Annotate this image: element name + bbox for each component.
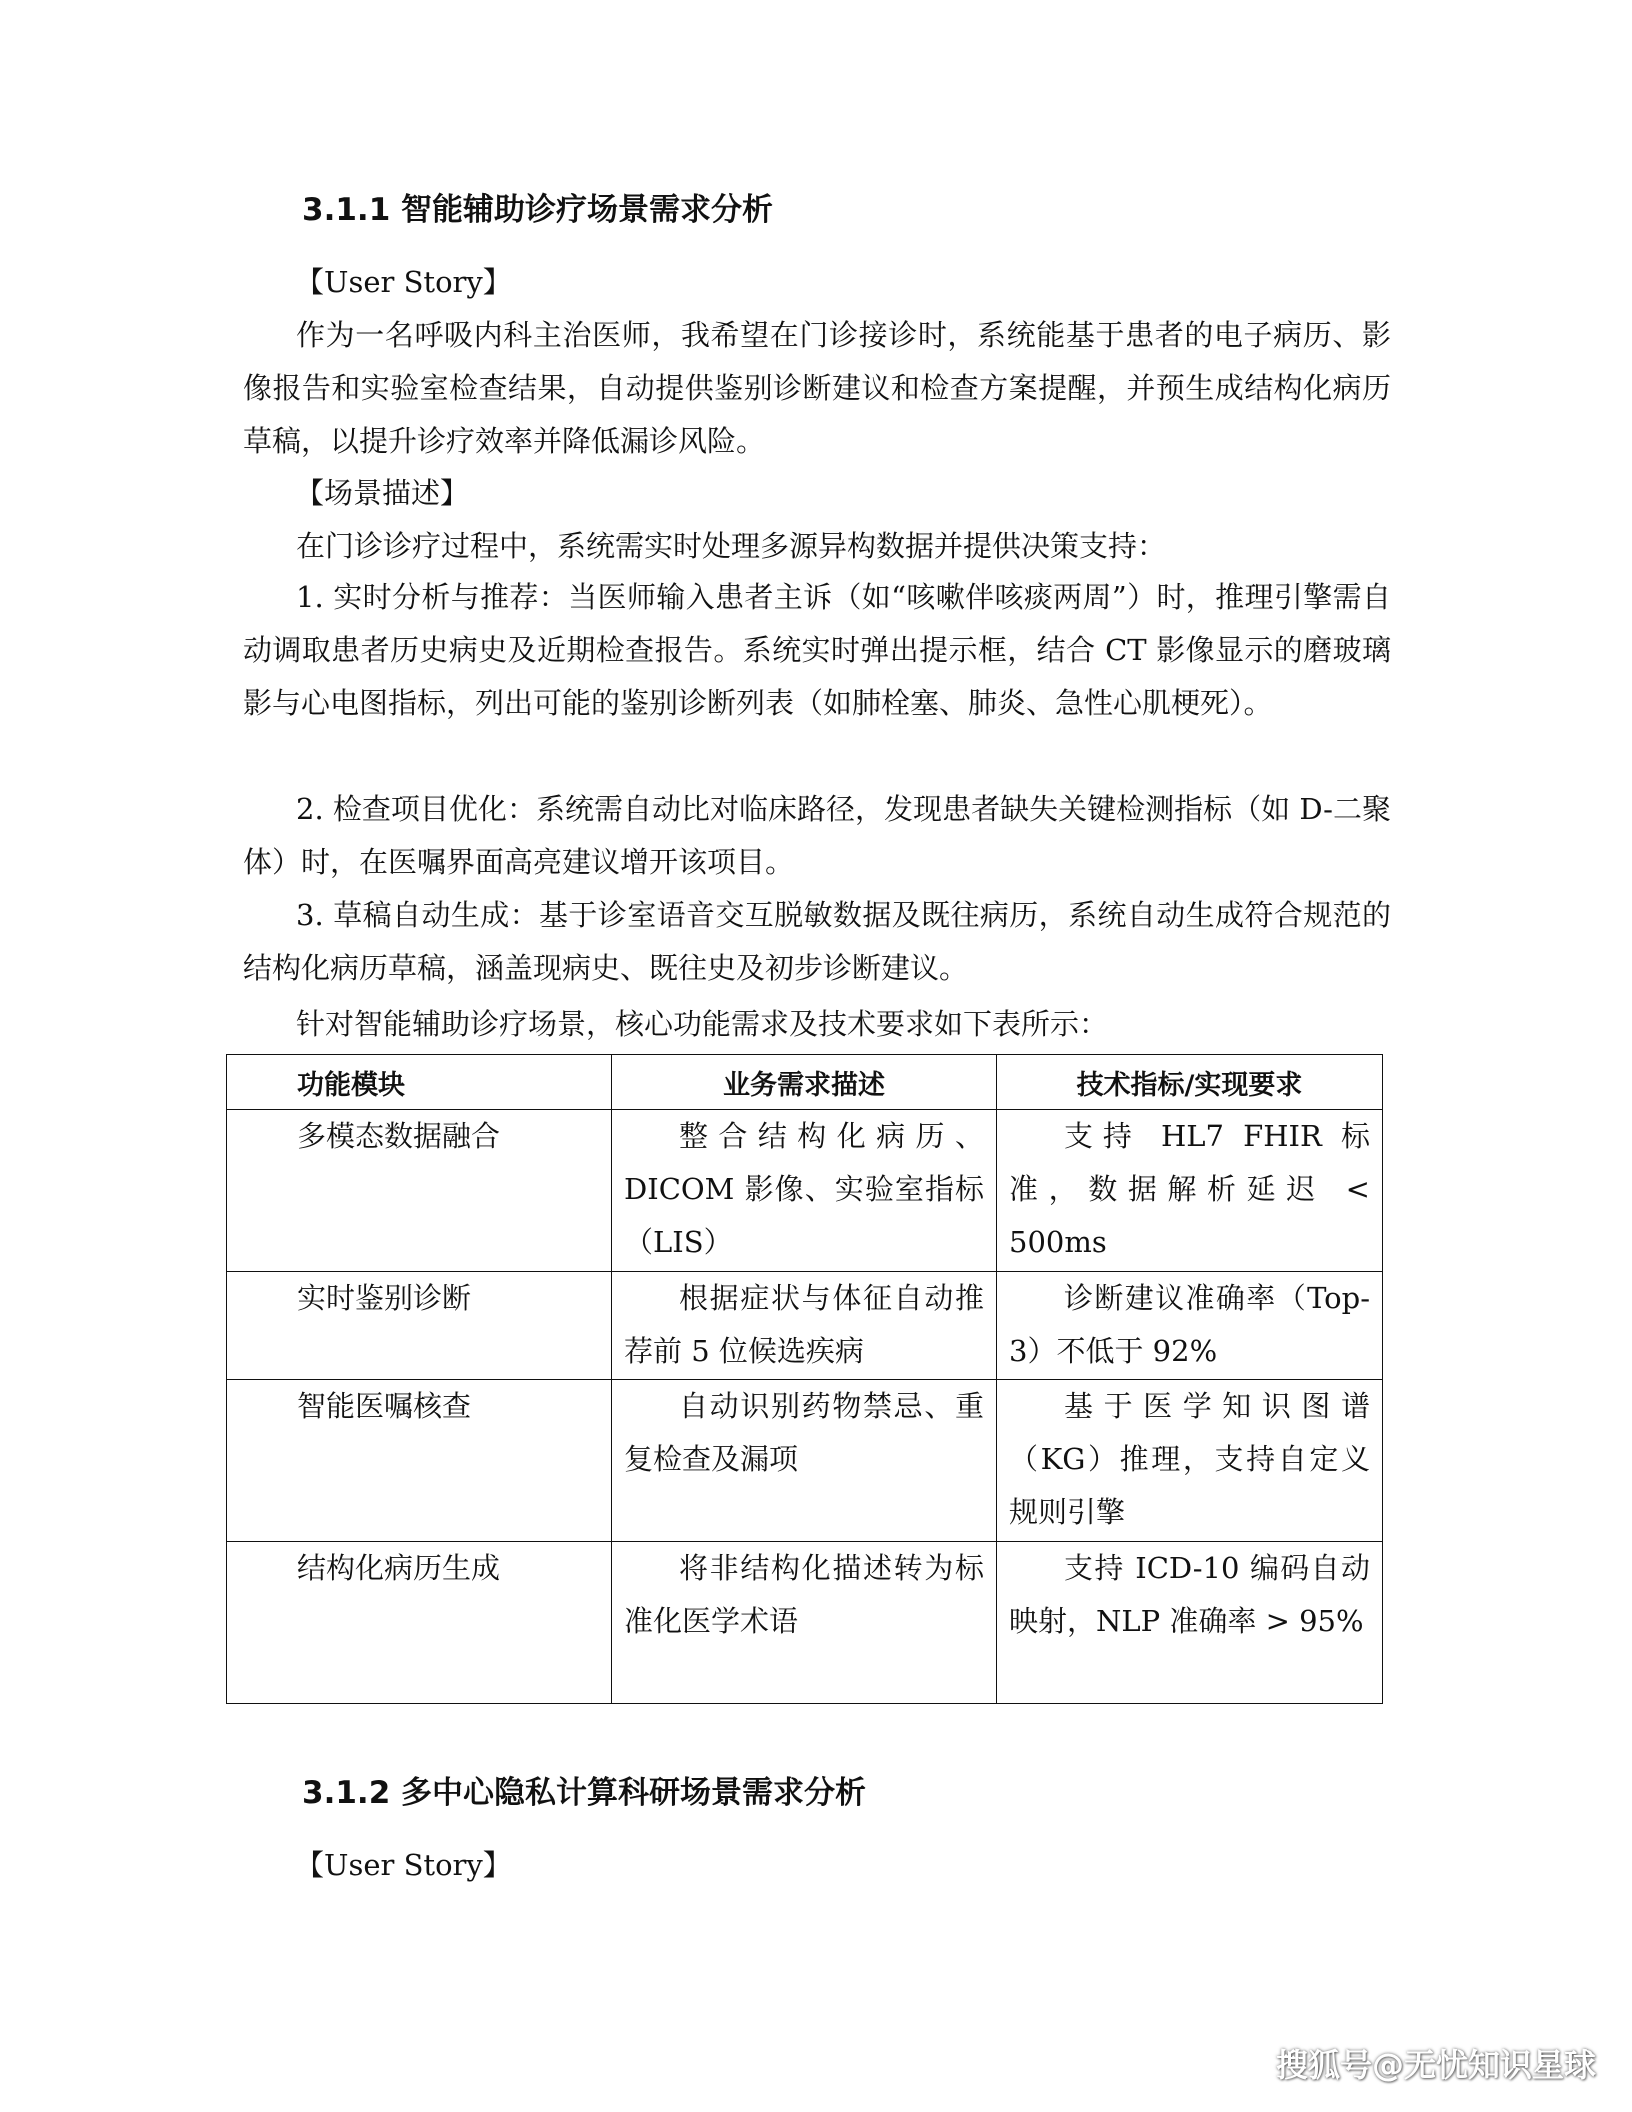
table-row bbox=[227, 1272, 1383, 1380]
user-story-tag: 【User Story】 bbox=[295, 1848, 512, 1882]
module-name: 智能医嘱核查 bbox=[297, 1389, 472, 1423]
requirement-desc: 自动识别药物禁忌、重复检查及漏项 bbox=[624, 1389, 984, 1476]
table-cell bbox=[612, 1542, 997, 1704]
list-item: 2. 检查项目优化：系统需自动比对临床路径，发现患者缺失关键检测指标（如 D-二聚体）时，在医嘱界面高亮建议增开该项目。 bbox=[243, 792, 1391, 879]
table-cell bbox=[997, 1542, 1383, 1704]
scenario-intro: 在门诊诊疗过程中，系统需实时处理多源异构数据并提供决策支持： bbox=[296, 529, 1167, 563]
table-cell bbox=[227, 1380, 612, 1542]
module-name: 实时鉴别诊断 bbox=[297, 1281, 472, 1315]
tech-requirement: 诊断建议准确率（Top-3）不低于 92% bbox=[1009, 1281, 1370, 1368]
table-cell bbox=[612, 1380, 997, 1542]
table-row bbox=[227, 1110, 1383, 1272]
user-story-tag: 【User Story】 bbox=[295, 265, 512, 299]
watermark: 搜狐号@无忧知识星球 bbox=[1275, 2046, 1596, 2084]
requirement-desc: 根据症状与体征自动推荐前 5 位候选疾病 bbox=[624, 1281, 984, 1368]
table-cell bbox=[227, 1110, 612, 1272]
module-name: 多模态数据融合 bbox=[297, 1119, 501, 1153]
requirement-desc: 整合结构化病历、DICOM 影像、实验室指标（LIS） bbox=[624, 1119, 984, 1259]
table-cell bbox=[997, 1272, 1383, 1380]
list-item: 3. 草稿自动生成：基于诊室语音交互脱敏数据及既往病历，系统自动生成符合规范的结构化病历草稿，涵盖现病史、既往史及初步诊断建议。 bbox=[243, 898, 1391, 985]
table-header-row bbox=[227, 1055, 1383, 1110]
table-cell bbox=[612, 1110, 997, 1272]
table-row bbox=[227, 1542, 1383, 1704]
requirement-desc: 将非结构化描述转为标准化医学术语 bbox=[624, 1551, 984, 1638]
table-cell bbox=[997, 1110, 1383, 1272]
table-row bbox=[227, 1380, 1383, 1542]
column-header: 技术指标/实现要求 bbox=[997, 1055, 1383, 1110]
tech-requirement: 支持 ICD-10 编码自动映射，NLP 准确率 > 95% bbox=[1009, 1551, 1370, 1638]
module-name: 结构化病历生成 bbox=[297, 1551, 501, 1585]
table-cell bbox=[997, 1380, 1383, 1542]
requirements-table bbox=[226, 1054, 1383, 1704]
tech-requirement: 基于医学知识图谱（KG）推理，支持自定义规则引擎 bbox=[1009, 1389, 1370, 1529]
list-item: 1. 实时分析与推荐：当医师输入患者主诉（如“咳嗽伴咳痰两周”）时，推理引擎需自动调取患者历史病史及近期检查报告。系统实时弹出提示框，结合 CT 影像显示的磨玻璃影与心电图指标，列出可能的鉴别诊断列表（如肺栓塞、肺炎、急性心肌梗死）。 bbox=[243, 580, 1391, 720]
column-header: 功能模块 bbox=[227, 1055, 612, 1110]
table-cell bbox=[227, 1542, 612, 1704]
table-cell bbox=[612, 1272, 997, 1380]
table-intro: 针对智能辅助诊疗场景，核心功能需求及技术要求如下表所示： bbox=[296, 1007, 1109, 1041]
user-story-paragraph: 作为一名呼吸内科主治医师，我希望在门诊接诊时，系统能基于患者的电子病历、影像报告和实验室检查结果，自动提供鉴别诊断建议和检查方案提醒，并预生成结构化病历草稿，以提升诊疗效率并降低漏诊风险。 bbox=[243, 318, 1391, 458]
table-cell bbox=[227, 1272, 612, 1380]
scenario-tag: 【场景描述】 bbox=[295, 476, 470, 510]
column-header: 业务需求描述 bbox=[612, 1055, 997, 1110]
section-heading: 3.1.2 多中心隐私计算科研场景需求分析 bbox=[302, 1775, 867, 1811]
section-heading: 3.1.1 智能辅助诊疗场景需求分析 bbox=[302, 192, 774, 228]
tech-requirement: 支持 HL7 FHIR 标准，数据解析延迟 < 500ms bbox=[1009, 1119, 1370, 1259]
